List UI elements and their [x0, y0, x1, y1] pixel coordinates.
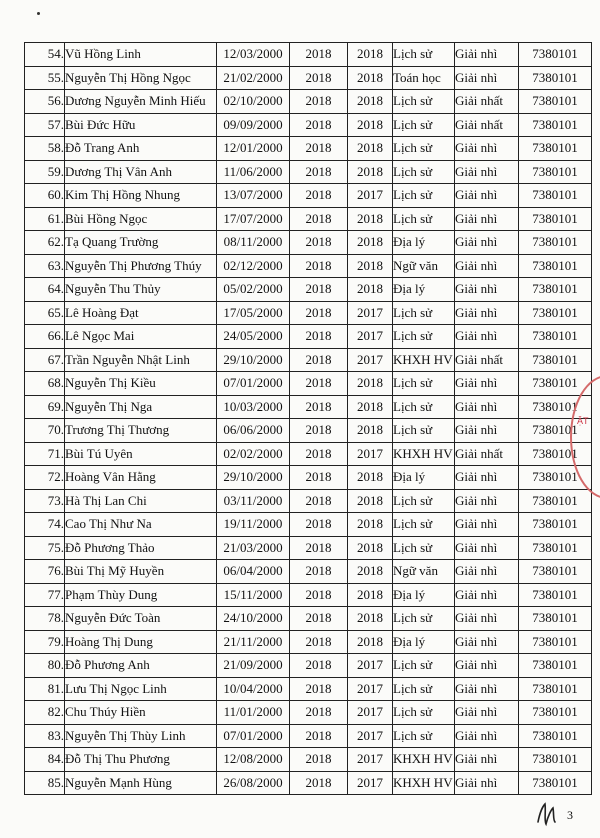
award-year-cell: 2017: [348, 771, 393, 795]
row-number-cell: 82.: [25, 701, 65, 725]
birth-date-cell: 12/08/2000: [217, 748, 290, 772]
award-year-cell: 2017: [348, 325, 393, 349]
year-cell: 2018: [290, 113, 348, 137]
prize-cell: Giải nhì: [455, 583, 519, 607]
prize-cell: Giải nhì: [455, 66, 519, 90]
major-code-cell: 7380101: [519, 90, 592, 114]
major-code-cell: 7380101: [519, 278, 592, 302]
page-number: 3: [567, 808, 573, 822]
birth-date-cell: 02/02/2000: [217, 442, 290, 466]
table-row: [25, 748, 592, 772]
year-cell: 2018: [290, 442, 348, 466]
table-row: [25, 207, 592, 231]
subject-cell: Địa lý: [393, 583, 455, 607]
prize-cell: Giải nhất: [455, 90, 519, 114]
year-cell: 2018: [290, 466, 348, 490]
award-year-cell: 2018: [348, 560, 393, 584]
year-cell: 2018: [290, 301, 348, 325]
major-code-cell: 7380101: [519, 724, 592, 748]
award-year-cell: 2018: [348, 630, 393, 654]
award-year-cell: 2018: [348, 536, 393, 560]
subject-cell: Lịch sử: [393, 489, 455, 513]
prize-cell: Giải nhì: [455, 677, 519, 701]
row-number-cell: 62.: [25, 231, 65, 255]
stamp-text: ẬT: [577, 416, 589, 426]
award-year-cell: 2018: [348, 207, 393, 231]
student-name-cell: Đỗ Trang Anh: [65, 137, 217, 161]
major-code-cell: 7380101: [519, 748, 592, 772]
major-code-cell: 7380101: [519, 654, 592, 678]
major-code-cell: 7380101: [519, 325, 592, 349]
prize-cell: Giải nhì: [455, 419, 519, 443]
major-code-cell: 7380101: [519, 231, 592, 255]
award-year-cell: 2018: [348, 583, 393, 607]
student-name-cell: Nguyễn Đức Toàn: [65, 607, 217, 631]
prize-cell: Giải nhì: [455, 231, 519, 255]
major-code-cell: 7380101: [519, 113, 592, 137]
prize-cell: Giải nhì: [455, 724, 519, 748]
major-code-cell: 7380101: [519, 513, 592, 537]
award-year-cell: 2018: [348, 489, 393, 513]
award-year-cell: 2018: [348, 113, 393, 137]
major-code-cell: 7380101: [519, 395, 592, 419]
table-row: [25, 513, 592, 537]
year-cell: 2018: [290, 207, 348, 231]
major-code-cell: 7380101: [519, 466, 592, 490]
major-code-cell: 7380101: [519, 43, 592, 67]
major-code-cell: 7380101: [519, 560, 592, 584]
student-name-cell: Lê Ngọc Mai: [65, 325, 217, 349]
prize-cell: Giải nhì: [455, 160, 519, 184]
prize-cell: Giải nhì: [455, 43, 519, 67]
birth-date-cell: 08/11/2000: [217, 231, 290, 255]
year-cell: 2018: [290, 254, 348, 278]
year-cell: 2018: [290, 607, 348, 631]
major-code-cell: 7380101: [519, 442, 592, 466]
row-number-cell: 83.: [25, 724, 65, 748]
prize-cell: Giải nhất: [455, 113, 519, 137]
student-name-cell: Nguyễn Thị Hồng Ngọc: [65, 66, 217, 90]
year-cell: 2018: [290, 536, 348, 560]
birth-date-cell: 17/07/2000: [217, 207, 290, 231]
row-number-cell: 76.: [25, 560, 65, 584]
row-number-cell: 77.: [25, 583, 65, 607]
major-code-cell: 7380101: [519, 607, 592, 631]
subject-cell: Lịch sử: [393, 701, 455, 725]
table-row: [25, 160, 592, 184]
table-row: [25, 583, 592, 607]
table-row: [25, 137, 592, 161]
prize-cell: Giải nhì: [455, 137, 519, 161]
award-year-cell: 2018: [348, 43, 393, 67]
table-body: [25, 43, 592, 795]
subject-cell: Địa lý: [393, 630, 455, 654]
row-number-cell: 74.: [25, 513, 65, 537]
student-name-cell: Kim Thị Hồng Nhung: [65, 184, 217, 208]
subject-cell: Lịch sử: [393, 207, 455, 231]
major-code-cell: 7380101: [519, 348, 592, 372]
subject-cell: KHXH HV: [393, 771, 455, 795]
student-name-cell: Hà Thị Lan Chi: [65, 489, 217, 513]
major-code-cell: 7380101: [519, 301, 592, 325]
major-code-cell: 7380101: [519, 137, 592, 161]
prize-cell: Giải nhì: [455, 184, 519, 208]
table-row: [25, 771, 592, 795]
row-number-cell: 84.: [25, 748, 65, 772]
table-row: [25, 278, 592, 302]
prize-cell: Giải nhì: [455, 771, 519, 795]
year-cell: 2018: [290, 43, 348, 67]
subject-cell: Lịch sử: [393, 536, 455, 560]
student-name-cell: Vũ Hồng Linh: [65, 43, 217, 67]
major-code-cell: 7380101: [519, 66, 592, 90]
prize-cell: Giải nhì: [455, 325, 519, 349]
major-code-cell: 7380101: [519, 583, 592, 607]
table-row: [25, 372, 592, 396]
row-number-cell: 63.: [25, 254, 65, 278]
award-year-cell: 2017: [348, 748, 393, 772]
row-number-cell: 69.: [25, 395, 65, 419]
major-code-cell: 7380101: [519, 254, 592, 278]
year-cell: 2018: [290, 395, 348, 419]
table-row: [25, 442, 592, 466]
prize-cell: Giải nhì: [455, 207, 519, 231]
prize-cell: Giải nhì: [455, 278, 519, 302]
subject-cell: Địa lý: [393, 466, 455, 490]
birth-date-cell: 10/04/2000: [217, 677, 290, 701]
table-row: [25, 348, 592, 372]
birth-date-cell: 06/06/2000: [217, 419, 290, 443]
signature-initial: [534, 800, 564, 828]
birth-date-cell: 07/01/2000: [217, 372, 290, 396]
subject-cell: Lịch sử: [393, 724, 455, 748]
student-name-cell: Nguyễn Thị Nga: [65, 395, 217, 419]
prize-cell: Giải nhì: [455, 607, 519, 631]
birth-date-cell: 24/10/2000: [217, 607, 290, 631]
student-name-cell: Bùi Hồng Ngọc: [65, 207, 217, 231]
row-number-cell: 73.: [25, 489, 65, 513]
subject-cell: Lịch sử: [393, 113, 455, 137]
major-code-cell: 7380101: [519, 184, 592, 208]
student-name-cell: Đỗ Thị Thu Phương: [65, 748, 217, 772]
award-year-cell: 2017: [348, 301, 393, 325]
birth-date-cell: 24/05/2000: [217, 325, 290, 349]
major-code-cell: 7380101: [519, 372, 592, 396]
student-name-cell: Tạ Quang Trường: [65, 231, 217, 255]
table-row: [25, 536, 592, 560]
major-code-cell: 7380101: [519, 160, 592, 184]
major-code-cell: 7380101: [519, 419, 592, 443]
subject-cell: Lịch sử: [393, 325, 455, 349]
subject-cell: KHXH HV: [393, 348, 455, 372]
subject-cell: Lịch sử: [393, 160, 455, 184]
birth-date-cell: 26/08/2000: [217, 771, 290, 795]
row-number-cell: 57.: [25, 113, 65, 137]
year-cell: 2018: [290, 583, 348, 607]
birth-date-cell: 21/02/2000: [217, 66, 290, 90]
birth-date-cell: 12/03/2000: [217, 43, 290, 67]
award-year-cell: 2018: [348, 66, 393, 90]
year-cell: 2018: [290, 90, 348, 114]
prize-cell: Giải nhì: [455, 630, 519, 654]
row-number-cell: 66.: [25, 325, 65, 349]
prize-cell: Giải nhì: [455, 748, 519, 772]
year-cell: 2018: [290, 748, 348, 772]
prize-cell: Giải nhì: [455, 372, 519, 396]
year-cell: 2018: [290, 348, 348, 372]
row-number-cell: 59.: [25, 160, 65, 184]
row-number-cell: 56.: [25, 90, 65, 114]
subject-cell: Ngữ văn: [393, 560, 455, 584]
student-name-cell: Nguyễn Thu Thủy: [65, 278, 217, 302]
year-cell: 2018: [290, 701, 348, 725]
year-cell: 2018: [290, 677, 348, 701]
year-cell: 2018: [290, 137, 348, 161]
subject-cell: Lịch sử: [393, 184, 455, 208]
major-code-cell: 7380101: [519, 536, 592, 560]
student-name-cell: Phạm Thùy Dung: [65, 583, 217, 607]
birth-date-cell: 17/05/2000: [217, 301, 290, 325]
table-row: [25, 66, 592, 90]
subject-cell: Lịch sử: [393, 513, 455, 537]
subject-cell: Lịch sử: [393, 301, 455, 325]
table-row: [25, 301, 592, 325]
student-name-cell: Hoàng Thị Dung: [65, 630, 217, 654]
row-number-cell: 70.: [25, 419, 65, 443]
birth-date-cell: 07/01/2000: [217, 724, 290, 748]
student-name-cell: Bùi Thị Mỹ Huyền: [65, 560, 217, 584]
student-award-table: [24, 42, 592, 795]
subject-cell: Ngữ văn: [393, 254, 455, 278]
award-year-cell: 2018: [348, 466, 393, 490]
subject-cell: Địa lý: [393, 231, 455, 255]
subject-cell: Lịch sử: [393, 395, 455, 419]
row-number-cell: 79.: [25, 630, 65, 654]
subject-cell: KHXH HV: [393, 748, 455, 772]
birth-date-cell: 15/11/2000: [217, 583, 290, 607]
birth-date-cell: 02/10/2000: [217, 90, 290, 114]
student-name-cell: Trương Thị Thương: [65, 419, 217, 443]
table-row: [25, 630, 592, 654]
major-code-cell: 7380101: [519, 630, 592, 654]
birth-date-cell: 19/11/2000: [217, 513, 290, 537]
year-cell: 2018: [290, 630, 348, 654]
year-cell: 2018: [290, 160, 348, 184]
prize-cell: Giải nhì: [455, 254, 519, 278]
student-name-cell: Nguyễn Thị Kiều: [65, 372, 217, 396]
award-year-cell: 2018: [348, 419, 393, 443]
table-row: [25, 325, 592, 349]
award-year-cell: 2017: [348, 654, 393, 678]
row-number-cell: 55.: [25, 66, 65, 90]
prize-cell: Giải nhất: [455, 348, 519, 372]
year-cell: 2018: [290, 184, 348, 208]
student-name-cell: Lưu Thị Ngọc Linh: [65, 677, 217, 701]
birth-date-cell: 11/06/2000: [217, 160, 290, 184]
major-code-cell: 7380101: [519, 771, 592, 795]
student-name-cell: Lê Hoàng Đạt: [65, 301, 217, 325]
table-row: [25, 607, 592, 631]
subject-cell: Địa lý: [393, 278, 455, 302]
major-code-cell: 7380101: [519, 701, 592, 725]
year-cell: 2018: [290, 278, 348, 302]
prize-cell: Giải nhì: [455, 395, 519, 419]
student-name-cell: Bùi Đức Hữu: [65, 113, 217, 137]
year-cell: 2018: [290, 724, 348, 748]
row-number-cell: 67.: [25, 348, 65, 372]
year-cell: 2018: [290, 325, 348, 349]
row-number-cell: 60.: [25, 184, 65, 208]
student-name-cell: Chu Thúy Hiền: [65, 701, 217, 725]
row-number-cell: 72.: [25, 466, 65, 490]
year-cell: 2018: [290, 771, 348, 795]
major-code-cell: 7380101: [519, 489, 592, 513]
student-name-cell: Nguyễn Thị Thùy Linh: [65, 724, 217, 748]
subject-cell: Lịch sử: [393, 43, 455, 67]
subject-cell: Lịch sử: [393, 677, 455, 701]
row-number-cell: 71.: [25, 442, 65, 466]
birth-date-cell: 02/12/2000: [217, 254, 290, 278]
award-year-cell: 2018: [348, 513, 393, 537]
table-row: [25, 724, 592, 748]
award-year-cell: 2018: [348, 90, 393, 114]
prize-cell: Giải nhì: [455, 301, 519, 325]
subject-cell: Lịch sử: [393, 419, 455, 443]
table-row: [25, 90, 592, 114]
prize-cell: Giải nhất: [455, 442, 519, 466]
award-year-cell: 2018: [348, 231, 393, 255]
year-cell: 2018: [290, 489, 348, 513]
scan-speck: [37, 12, 40, 15]
table-row: [25, 395, 592, 419]
prize-cell: Giải nhì: [455, 513, 519, 537]
year-cell: 2018: [290, 560, 348, 584]
year-cell: 2018: [290, 654, 348, 678]
subject-cell: Lịch sử: [393, 607, 455, 631]
student-name-cell: Cao Thị Như Na: [65, 513, 217, 537]
prize-cell: Giải nhì: [455, 654, 519, 678]
award-year-cell: 2017: [348, 677, 393, 701]
prize-cell: Giải nhì: [455, 560, 519, 584]
student-name-cell: Trần Nguyễn Nhật Linh: [65, 348, 217, 372]
year-cell: 2018: [290, 231, 348, 255]
table-row: [25, 489, 592, 513]
award-year-cell: 2017: [348, 348, 393, 372]
row-number-cell: 80.: [25, 654, 65, 678]
table-row: [25, 43, 592, 67]
prize-cell: Giải nhì: [455, 536, 519, 560]
student-name-cell: Nguyễn Thị Phương Thúy: [65, 254, 217, 278]
subject-cell: Lịch sử: [393, 372, 455, 396]
birth-date-cell: 12/01/2000: [217, 137, 290, 161]
award-year-cell: 2017: [348, 701, 393, 725]
award-year-cell: 2018: [348, 160, 393, 184]
birth-date-cell: 11/01/2000: [217, 701, 290, 725]
student-name-cell: Đỗ Phương Thảo: [65, 536, 217, 560]
birth-date-cell: 13/07/2000: [217, 184, 290, 208]
award-year-cell: 2018: [348, 254, 393, 278]
table-row: [25, 701, 592, 725]
award-year-cell: 2018: [348, 395, 393, 419]
table-row: [25, 184, 592, 208]
row-number-cell: 68.: [25, 372, 65, 396]
birth-date-cell: 03/11/2000: [217, 489, 290, 513]
prize-cell: Giải nhì: [455, 489, 519, 513]
row-number-cell: 61.: [25, 207, 65, 231]
student-name-cell: Bùi Tú Uyên: [65, 442, 217, 466]
student-name-cell: Dương Nguyễn Minh Hiếu: [65, 90, 217, 114]
student-name-cell: Đỗ Phương Anh: [65, 654, 217, 678]
table-row: [25, 113, 592, 137]
birth-date-cell: 29/10/2000: [217, 348, 290, 372]
award-year-cell: 2018: [348, 278, 393, 302]
table-row: [25, 466, 592, 490]
subject-cell: KHXH HV: [393, 442, 455, 466]
year-cell: 2018: [290, 513, 348, 537]
year-cell: 2018: [290, 419, 348, 443]
prize-cell: Giải nhì: [455, 466, 519, 490]
year-cell: 2018: [290, 372, 348, 396]
subject-cell: Toán học: [393, 66, 455, 90]
birth-date-cell: 21/11/2000: [217, 630, 290, 654]
award-year-cell: 2018: [348, 137, 393, 161]
major-code-cell: 7380101: [519, 677, 592, 701]
table-row: [25, 231, 592, 255]
birth-date-cell: 05/02/2000: [217, 278, 290, 302]
birth-date-cell: 09/09/2000: [217, 113, 290, 137]
year-cell: 2018: [290, 66, 348, 90]
award-year-cell: 2018: [348, 607, 393, 631]
row-number-cell: 65.: [25, 301, 65, 325]
subject-cell: Lịch sử: [393, 90, 455, 114]
subject-cell: Lịch sử: [393, 137, 455, 161]
birth-date-cell: 21/09/2000: [217, 654, 290, 678]
student-name-cell: Hoàng Vân Hằng: [65, 466, 217, 490]
row-number-cell: 78.: [25, 607, 65, 631]
award-year-cell: 2017: [348, 724, 393, 748]
prize-cell: Giải nhì: [455, 701, 519, 725]
row-number-cell: 54.: [25, 43, 65, 67]
row-number-cell: 64.: [25, 278, 65, 302]
table-row: [25, 677, 592, 701]
row-number-cell: 81.: [25, 677, 65, 701]
major-code-cell: 7380101: [519, 207, 592, 231]
student-name-cell: Dương Thị Vân Anh: [65, 160, 217, 184]
award-year-cell: 2018: [348, 372, 393, 396]
subject-cell: Lịch sử: [393, 654, 455, 678]
row-number-cell: 75.: [25, 536, 65, 560]
row-number-cell: 58.: [25, 137, 65, 161]
birth-date-cell: 21/03/2000: [217, 536, 290, 560]
table-row: [25, 419, 592, 443]
birth-date-cell: 29/10/2000: [217, 466, 290, 490]
award-year-cell: 2017: [348, 184, 393, 208]
birth-date-cell: 10/03/2000: [217, 395, 290, 419]
birth-date-cell: 06/04/2000: [217, 560, 290, 584]
table-row: [25, 560, 592, 584]
table-row: [25, 654, 592, 678]
row-number-cell: 85.: [25, 771, 65, 795]
table-row: [25, 254, 592, 278]
award-year-cell: 2017: [348, 442, 393, 466]
student-name-cell: Nguyễn Mạnh Hùng: [65, 771, 217, 795]
